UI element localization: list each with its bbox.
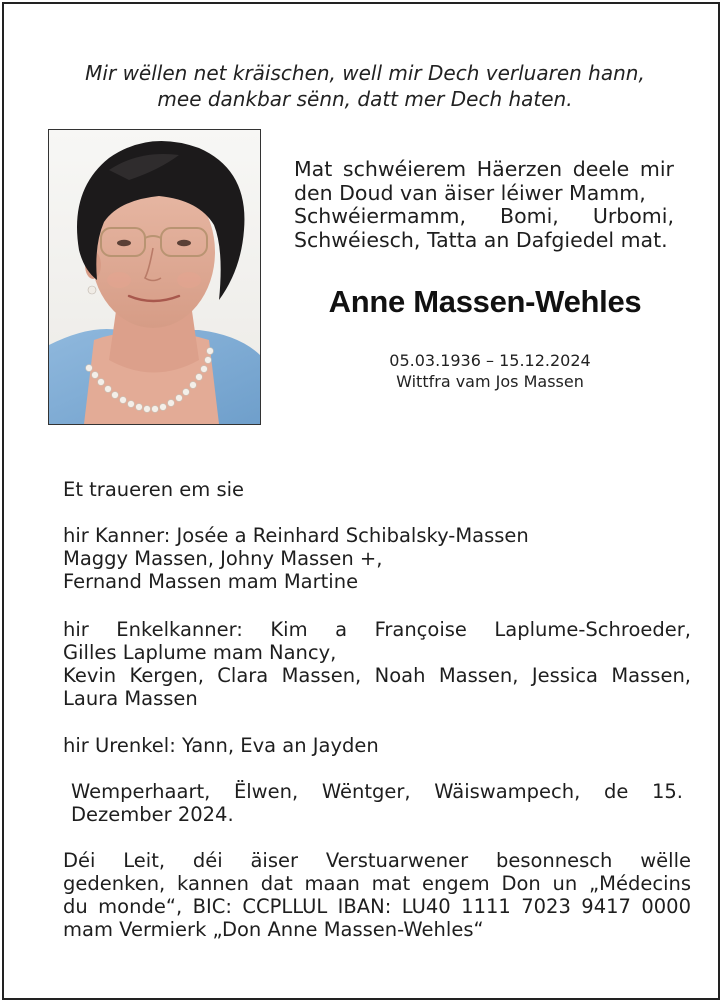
children-list [63,524,691,593]
intro-line: Schwéiesch, Tatta an Dafgiedel mat. [294,227,668,252]
grandchildren-list [63,618,691,710]
portrait-photo [48,129,261,425]
announcement-intro [294,158,674,252]
grandchildren-line: Kevin Kergen, Clara Massen, Noah Massen, Jessica Massen, [63,664,691,687]
children-line: Fernand Massen mam Martine [63,570,359,593]
mourners-heading [63,478,691,501]
great-grandchildren-line: hir Urenkel: Yann, Eva an Jayden [63,734,379,757]
intro-line: Mat schwéierem Häerzen deele mir [294,157,674,181]
birth-death-dates: 05.03.1936 – 15.12.2024 [389,351,591,370]
place-date-line: Dezember 2024. [71,803,234,826]
donation-note [63,849,691,941]
donation-line: gedenken, kannen dat maan mat engem Don un „Médecins [63,872,691,895]
donation-line: mam Vermierk „Don Anne Massen-Wehles“ [63,918,484,941]
deceased-name: Anne Massen-Wehles [328,284,642,319]
mourners-heading-text: Et traueren em sie [63,478,245,501]
intro-line: den Doud van äiser léiwer Mamm, [294,180,646,205]
widow-of: Wittfra vam Jos Massen [396,372,584,391]
children-line: hir Kanner: Josée a Reinhard Schibalsky-Massen [63,524,529,547]
life-dates [330,350,650,392]
grandchildren-line: hir Enkelkanner: Kim a Françoise Laplume-Schroeder, [63,618,691,641]
donation-line: Déi Leit, déi äiser Verstuarwener besonnesch wëlle [63,849,691,872]
intro-line: Schwéiermamm, Bomi, Urbomi, [294,204,674,228]
place-and-date [71,780,683,826]
motto-line: mee dankbar sënn, datt mer Dech haten. [157,87,573,111]
memorial-motto [40,60,690,112]
place-date-line: Wemperhaart, Ëlwen, Wëntger, Wäiswampech, de 15. [71,780,683,803]
donation-line: du monde“, BIC: CCPLLUL IBAN: LU40 1111 7023 9417 0000 [63,895,691,918]
children-line: Maggy Massen, Johny Massen +, [63,547,383,570]
grandchildren-line: Gilles Laplume mam Nancy, [63,641,337,664]
great-grandchildren-list [63,734,691,757]
grandchildren-line: Laura Massen [63,687,198,710]
motto-line: Mir wëllen net kräischen, well mir Dech verluaren hann, [85,61,645,85]
